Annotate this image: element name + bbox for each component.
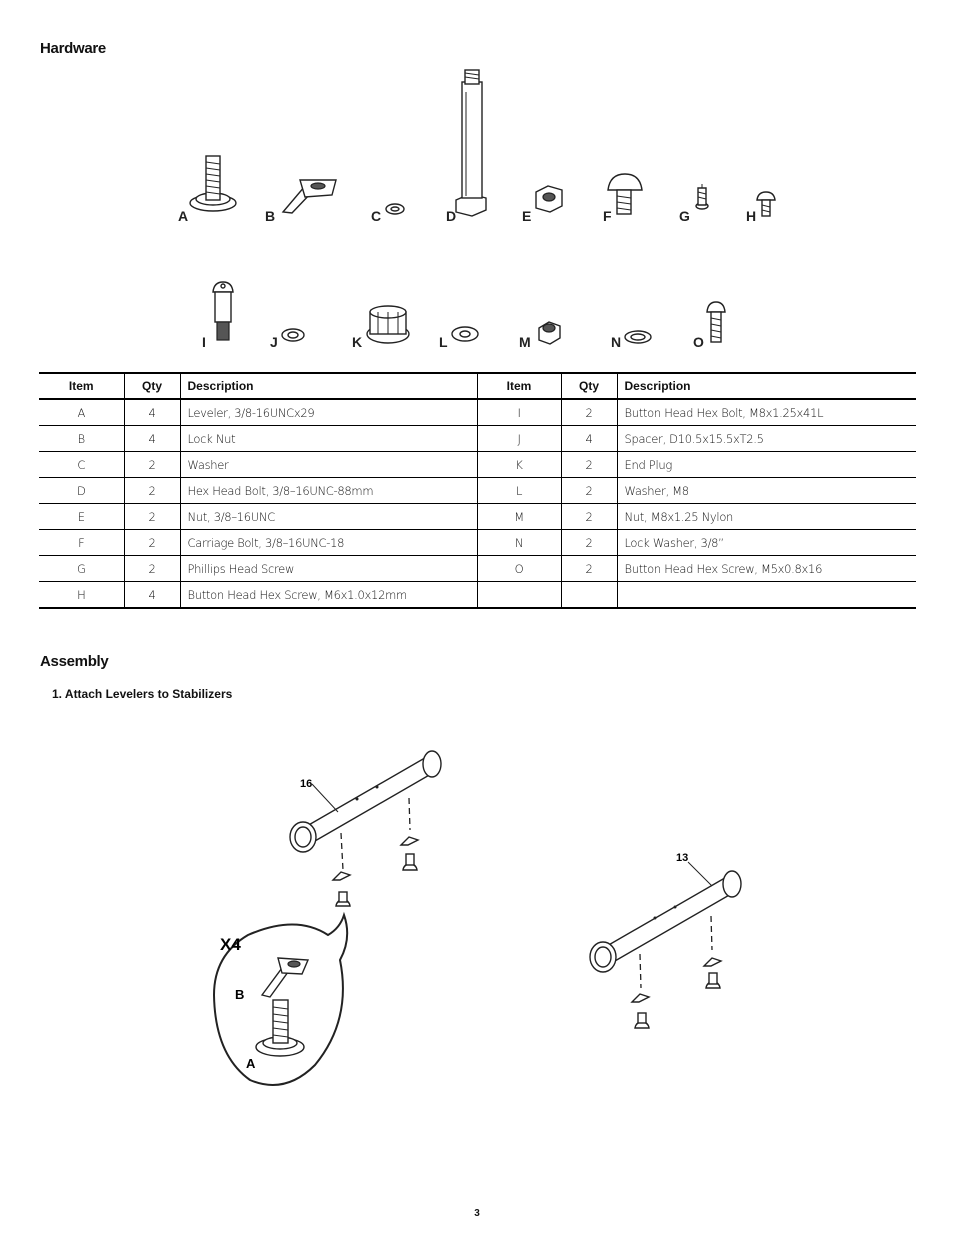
part-letter: M xyxy=(519,334,531,350)
spacer-icon xyxy=(282,329,304,341)
button-head-hex-bolt-icon xyxy=(213,282,233,340)
part-letter: E xyxy=(522,208,532,224)
part-letter: G xyxy=(679,208,690,224)
part-letter: D xyxy=(446,208,457,224)
table-cell xyxy=(561,582,617,609)
table-cell: L xyxy=(477,478,561,504)
table-cell: Leveler, 3/8-16UNCx29 xyxy=(180,399,477,426)
table-cell: Button Head Hex Bolt, M8x1.25x41L xyxy=(617,399,916,426)
detail-letter-b: B xyxy=(235,987,245,1002)
quantity-label: X4 xyxy=(220,935,241,954)
table-row xyxy=(39,426,916,452)
column-header: Description xyxy=(617,373,916,399)
table-row xyxy=(39,530,916,556)
table-cell: F xyxy=(39,530,124,556)
table-row xyxy=(39,399,916,426)
callout-13: 13 xyxy=(676,852,689,864)
table-cell: 2 xyxy=(124,556,180,582)
table-cell: Washer xyxy=(180,452,477,478)
column-header: Qty xyxy=(124,373,180,399)
table-cell: D xyxy=(39,478,124,504)
table-cell: 2 xyxy=(124,504,180,530)
part-letter: L xyxy=(439,334,448,350)
table-cell: End Plug xyxy=(617,452,916,478)
table-cell: Carriage Bolt, 3/8–16UNC-18 xyxy=(180,530,477,556)
table-cell: 2 xyxy=(561,478,617,504)
table-row xyxy=(39,452,916,478)
table-cell: I xyxy=(477,399,561,426)
part-letter: J xyxy=(270,334,278,350)
table-cell: Lock Nut xyxy=(180,426,477,452)
table-cell: M xyxy=(477,504,561,530)
carriage-bolt-icon xyxy=(608,174,642,214)
table-cell: 4 xyxy=(124,426,180,452)
table-cell: 2 xyxy=(124,452,180,478)
button-head-hex-screw-icon xyxy=(707,302,725,342)
end-plug-icon xyxy=(367,306,409,343)
assembly-illustration xyxy=(0,720,954,1140)
table-cell: 2 xyxy=(561,504,617,530)
hardware-table xyxy=(39,372,916,609)
stabilizer-16-icon xyxy=(290,751,441,906)
table-cell: Phillips Head Screw xyxy=(180,556,477,582)
table-cell: 2 xyxy=(124,478,180,504)
table-cell: Nut, M8x1.25 Nylon xyxy=(617,504,916,530)
table-cell: 4 xyxy=(124,399,180,426)
assembly-heading: Assembly xyxy=(40,653,109,670)
table-row xyxy=(39,504,916,530)
part-letter: F xyxy=(603,208,612,224)
leveler-icon xyxy=(190,156,236,211)
part-letter: I xyxy=(202,334,206,350)
table-cell: 2 xyxy=(561,556,617,582)
table-cell: 4 xyxy=(124,582,180,609)
table-cell: Hex Head Bolt, 3/8–16UNC-88mm xyxy=(180,478,477,504)
part-letter: C xyxy=(371,208,382,224)
column-header: Item xyxy=(477,373,561,399)
table-header-row xyxy=(39,373,916,399)
table-cell: O xyxy=(477,556,561,582)
table-cell: Washer, M8 xyxy=(617,478,916,504)
stabilizer-13-icon xyxy=(590,862,741,1028)
detail-letter-a: A xyxy=(246,1056,256,1071)
table-cell: Lock Washer, 3/8” xyxy=(617,530,916,556)
phillips-screw-icon xyxy=(696,184,708,209)
column-header: Qty xyxy=(561,373,617,399)
table-cell: Button Head Hex Screw, M6x1.0x12mm xyxy=(180,582,477,609)
part-letter: N xyxy=(611,334,622,350)
part-letter: A xyxy=(178,208,189,224)
table-cell: A xyxy=(39,399,124,426)
column-header: Item xyxy=(39,373,124,399)
hardware-illustration xyxy=(0,0,954,360)
table-cell: K xyxy=(477,452,561,478)
washer-m8-icon xyxy=(452,327,478,341)
nylon-nut-icon xyxy=(539,322,560,344)
part-letter: O xyxy=(693,334,704,350)
table-cell: 2 xyxy=(124,530,180,556)
table-cell: 2 xyxy=(561,452,617,478)
table-cell: 2 xyxy=(561,530,617,556)
lock-nut-icon xyxy=(283,180,336,213)
table-row xyxy=(39,556,916,582)
page-number: 3 xyxy=(474,1208,480,1219)
table-row xyxy=(39,582,916,609)
hex-head-bolt-icon xyxy=(456,70,486,216)
table-cell: Nut, 3/8–16UNC xyxy=(180,504,477,530)
hardware-heading: Hardware xyxy=(40,40,106,57)
table-cell: B xyxy=(39,426,124,452)
table-cell: N xyxy=(477,530,561,556)
part-letter: H xyxy=(746,208,757,224)
column-header: Description xyxy=(180,373,477,399)
table-cell: E xyxy=(39,504,124,530)
table-cell: Spacer, D10.5x15.5xT2.5 xyxy=(617,426,916,452)
table-cell: J xyxy=(477,426,561,452)
table-cell xyxy=(477,582,561,609)
nut-icon xyxy=(536,186,562,212)
table-cell: G xyxy=(39,556,124,582)
step-1-title: 1. Attach Levelers to Stabilizers xyxy=(52,687,233,701)
table-cell: H xyxy=(39,582,124,609)
table-cell: 4 xyxy=(561,426,617,452)
table-cell: 2 xyxy=(561,399,617,426)
table-cell: C xyxy=(39,452,124,478)
lock-washer-icon xyxy=(625,331,651,343)
part-letter: B xyxy=(265,208,276,224)
table-row xyxy=(39,478,916,504)
part-letter: K xyxy=(352,334,363,350)
table-cell xyxy=(617,582,916,609)
button-head-screw-icon xyxy=(757,192,775,216)
callout-16: 16 xyxy=(300,778,313,790)
washer-icon xyxy=(386,204,404,214)
table-cell: Button Head Hex Screw, M5x0.8x16 xyxy=(617,556,916,582)
